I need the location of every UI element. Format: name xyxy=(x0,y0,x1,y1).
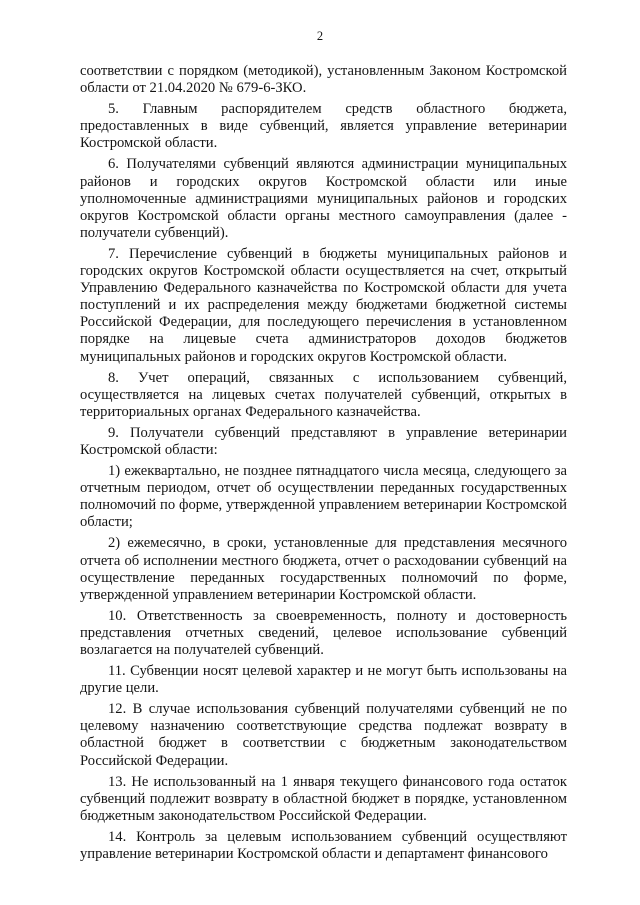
paragraph-10: 10. Ответственность за своевременность, полноту и достоверность представления отчетных сведений, целевое использование субвенций возлагается на получателей субвенций. xyxy=(80,607,567,658)
paragraph-7: 7. Перечисление субвенций в бюджеты муниципальных районов и городских округов Костромской области осуществляется на счет, открытый Управлению Федерального казначейства по Костромской области для учета поступлений и их распределения между бюджетами бюджетной системы Российской Федерации, для последующего перечисления в установленном порядке на лицевые счета администраторов доходов бюджетов муниципальных районов и городских округов Костромской области. xyxy=(80,245,567,365)
paragraph-14: 14. Контроль за целевым использованием субвенций осуществляют управление ветеринарии Костромской области и департамент финансового xyxy=(80,828,567,863)
paragraph-5: 5. Главным распорядителем средств областного бюджета, предоставленных в виде субвенций, является управление ветеринарии Костромской области. xyxy=(80,101,567,152)
paragraph-12: 12. В случае использования субвенций получателями субвенций не по целевому назначению соответствующие средства подлежат возврату в областной бюджет в соответствии с бюджетным законодательством Российской Федерации. xyxy=(80,701,567,769)
paragraph-continuation: соответствии с порядком (методикой), установленным Законом Костромской области от 21.04.2020 № 679-6-ЗКО. xyxy=(80,63,567,97)
paragraph-9: 9. Получатели субвенций представляют в управление ветеринарии Костромской области: xyxy=(80,424,567,458)
paragraph-9-item-2: 2) ежемесячно, в сроки, установленные для представления месячного отчета об исполнении местного бюджета, отчет о расходовании субвенций на осуществление переданных государственных полномочий по форме, утвержденной управлением ветеринарии Костромской области. xyxy=(80,535,567,603)
paragraph-9-item-1: 1) ежеквартально, не позднее пятнадцатого числа месяца, следующего за отчетным периодом, отчет об осуществлении переданных государственных полномочий по форме, утвержденной управлением ветеринарии Костромской области; xyxy=(80,463,567,531)
document-body xyxy=(80,63,567,863)
page-number: 2 xyxy=(316,29,324,43)
paragraph-13: 13. Не использованный на 1 января текущего финансового года остаток субвенций подлежит возврату в областной бюджет в порядке, установленном бюджетным законодательством Российской Федерации. xyxy=(80,773,567,824)
paragraph-6: 6. Получателями субвенций являются администрации муниципальных районов и городских округов Костромской области или иные уполномоченные администрациями муниципальных районов и городских округов Костромской области органы местного самоуправления (далее - получатели субвенций). xyxy=(80,156,567,241)
paragraph-11: 11. Субвенции носят целевой характер и не могут быть использованы на другие цели. xyxy=(80,663,567,697)
paragraph-8: 8. Учет операций, связанных с использованием субвенций, осуществляется на лицевых счетах получателей субвенций, открытых в территориальных органах Федерального казначейства. xyxy=(80,369,567,420)
